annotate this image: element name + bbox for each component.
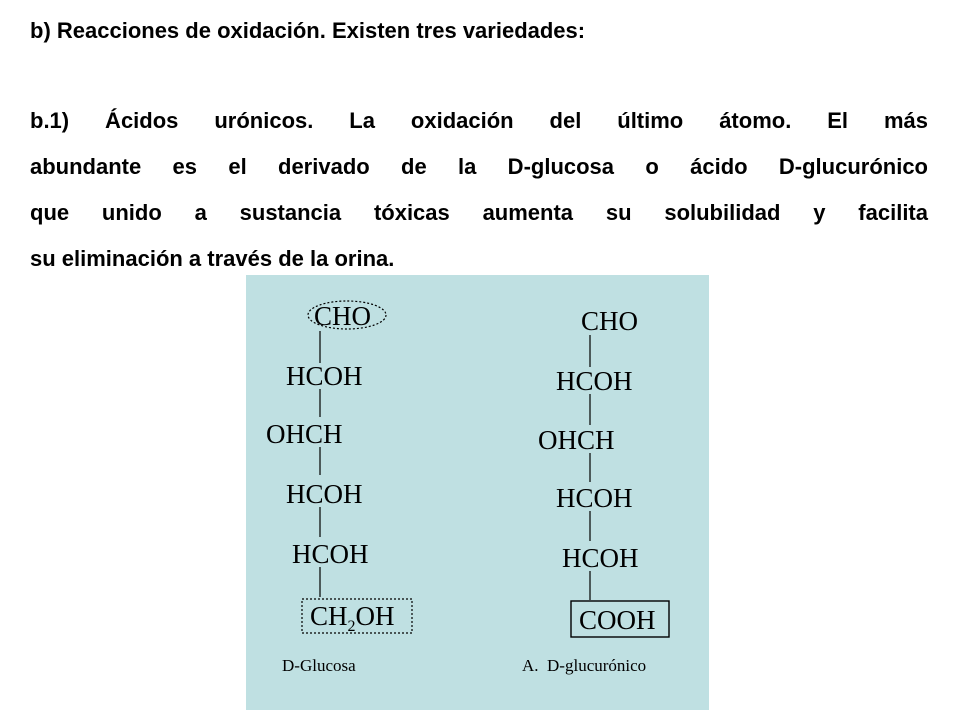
paragraph-line-3: que unido a sustancia tóxicas aumenta su solubilidad y facilita	[30, 200, 928, 225]
structures-diagram	[246, 275, 709, 710]
left-group-5: HCOH	[292, 539, 369, 569]
right-group-5: HCOH	[562, 543, 639, 573]
d-glucose-structure	[266, 301, 412, 675]
left-group-3: OHCH	[266, 419, 343, 449]
right-group-3: OHCH	[538, 425, 615, 455]
right-group-6: COOH	[579, 605, 656, 635]
body-paragraph	[30, 98, 928, 282]
left-group-2: HCOH	[286, 361, 363, 391]
left-group-4: HCOH	[286, 479, 363, 509]
section-heading: b) Reacciones de oxidación. Existen tres variedades:	[30, 18, 586, 43]
left-group-6: $CH_2OH$	[310, 601, 395, 635]
paragraph-line-2: abundante es el derivado de la D-glucosa o ácido D-glucurónico	[30, 154, 928, 179]
left-caption: D-Glucosa	[282, 656, 356, 675]
right-group-2: HCOH	[556, 366, 633, 396]
chemical-structures-figure	[246, 275, 709, 710]
paragraph-line-1: b.1) Ácidos urónicos. La oxidación del último átomo. El más	[30, 108, 928, 133]
right-group-4: HCOH	[556, 483, 633, 513]
right-group-1: CHO	[581, 306, 639, 336]
paragraph-line-4: su eliminación a través de la orina.	[30, 246, 395, 271]
d-glucuronic-acid-structure	[522, 306, 669, 675]
right-caption: A. D-glucurónico	[522, 656, 647, 675]
left-group-1: CHO	[314, 301, 372, 331]
